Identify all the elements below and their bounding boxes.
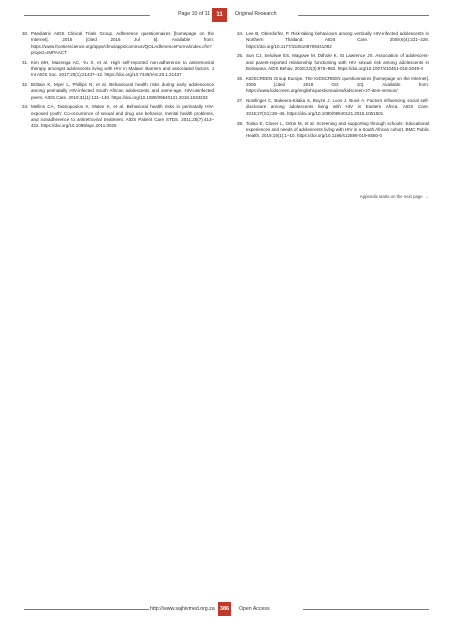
header-rule-right — [298, 15, 429, 16]
footer-rule-left — [24, 609, 149, 610]
reference-number: 34. — [237, 31, 244, 36]
arrow-right-icon: → — [424, 194, 429, 199]
reference-text: Brittain K, Myer L, Phillips N, et al. Behavioural health risks during early adolescence among perinatally HIV-infected South African adolescents and same-age, HIV-uninfected peers. AIDS Care. 2019;31(1):131–140. https://doi.org/10.1080/09540121.2018.1533233 — [31, 82, 214, 100]
reference-item — [22, 60, 214, 79]
reference-number: 36. — [237, 75, 244, 81]
reference-number: 32. — [22, 82, 29, 88]
page-footer — [0, 602, 453, 616]
reference-text: Sun CJ, Seloilwe ES, Magowe M, Dithole K, St Lawrence JS. Association of adolescent- and parent-reported relationship functioning with HIV sexual risk among adolescents in Botswana. AIDS Behav. 2018;22(3):975–983. https://doi.org/10.1007/s10461-018-2049-4 — [246, 53, 429, 71]
footer-rule-right — [303, 609, 429, 610]
reference-item — [237, 31, 429, 50]
reference-text: Kim MH, Mazenga AC, Yu X, et al. High self-reported non-adherence to antiretroviral therapy amongst adolescents living with HIV in Malawi: Barriers and associated factors. J Int AIDS Soc. 2017;20(1):21437–12. https://doi.org/10.7448/IAS.20.1.21437 — [31, 59, 214, 78]
reference-item — [237, 121, 429, 140]
journal-url[interactable]: http://www.sajhivmed.org.za — [150, 606, 215, 612]
open-access-label: Open Access — [236, 606, 273, 612]
page-header — [0, 8, 453, 22]
section-label: Original Research — [232, 11, 280, 17]
reference-text: KIDSCREEN Group Europe. The KIDSCREEN questionnaires [homepage on the Internet]. 2006 [cited 2019 Oct 10]. Available from: https://www.kidscreen.org/english/questionnaires/kidscreen-27-item-version/ — [246, 75, 429, 94]
footer-page-number: 386 — [218, 602, 231, 616]
reference-item — [22, 82, 214, 101]
reference-text: Mellins CA, Tassiopoulos K, Malee K, et al. Behavioral health risks in perinatally HIV-exposed youth: Co-occurrence of sexual and drug use behavior, mental health problems, and nonadherence to antiretroviral treatment. AIDS Patient Care STDS. 2011;25(7):413–422. https://doi.org/10.1089/apc.2011.0025 — [31, 104, 214, 129]
reference-number: 38. — [237, 120, 244, 126]
reference-number: 33. — [22, 104, 29, 110]
reference-number: 35. — [237, 53, 244, 59]
reference-item — [237, 76, 429, 95]
reference-text: Lee B, Oberdorfer, P. Risk-taking behaviours among vertically HIV-infected adolescents in Northern Thailand. AIDS Care. 2009;6(4):221–228. https://doi.org/10.1177/1545109709341082 — [246, 31, 429, 49]
reference-number: 37. — [237, 98, 244, 104]
appendix-note — [360, 194, 429, 199]
reference-item — [22, 104, 214, 129]
reference-number: 30. — [22, 31, 29, 36]
page-label: Page 10 of 11 — [150, 11, 212, 17]
references-column-left — [22, 31, 214, 133]
reference-text: Paediatric AIDS Clinical Trials Group. Adherence questionnaires [homepage on the Internet]. 2016 [cited 2016 Jul 5]. Available from: https://www.frontierscience.org/apps/cfmx/apps/common/QOLAdherenceForms/index.cfm?project=IMPAACT — [31, 31, 214, 55]
header-page-number: 11 — [212, 8, 227, 22]
reference-text: Nostlinger C, Bakeera-Kitaka S, Buyze J, Loos J, Buvé A. Factors influencing social self-disclosure among adolescents living with HIV in Eastern Africa. AIDS Care. 2015;27(S1):36–46. https://doi.org/10.1080/09540121.2015.1051501 — [246, 98, 429, 116]
reference-item — [22, 31, 214, 56]
references-column-right — [237, 31, 429, 143]
appendix-note-text: Appendix starts on the next page — [359, 194, 423, 199]
reference-item — [237, 98, 429, 117]
reference-item — [237, 53, 429, 72]
reference-text: Toska E, Cluver L, Orkin M, et al. Screening and supporting through schools: Educational experiences and needs of adolescents living with HIV in a South African cohort. BMC Public Health. 2019;19(1):1–10. https://doi.org/10.1186/s12889-019-6580-0 — [246, 120, 429, 139]
reference-number: 31. — [22, 59, 29, 65]
